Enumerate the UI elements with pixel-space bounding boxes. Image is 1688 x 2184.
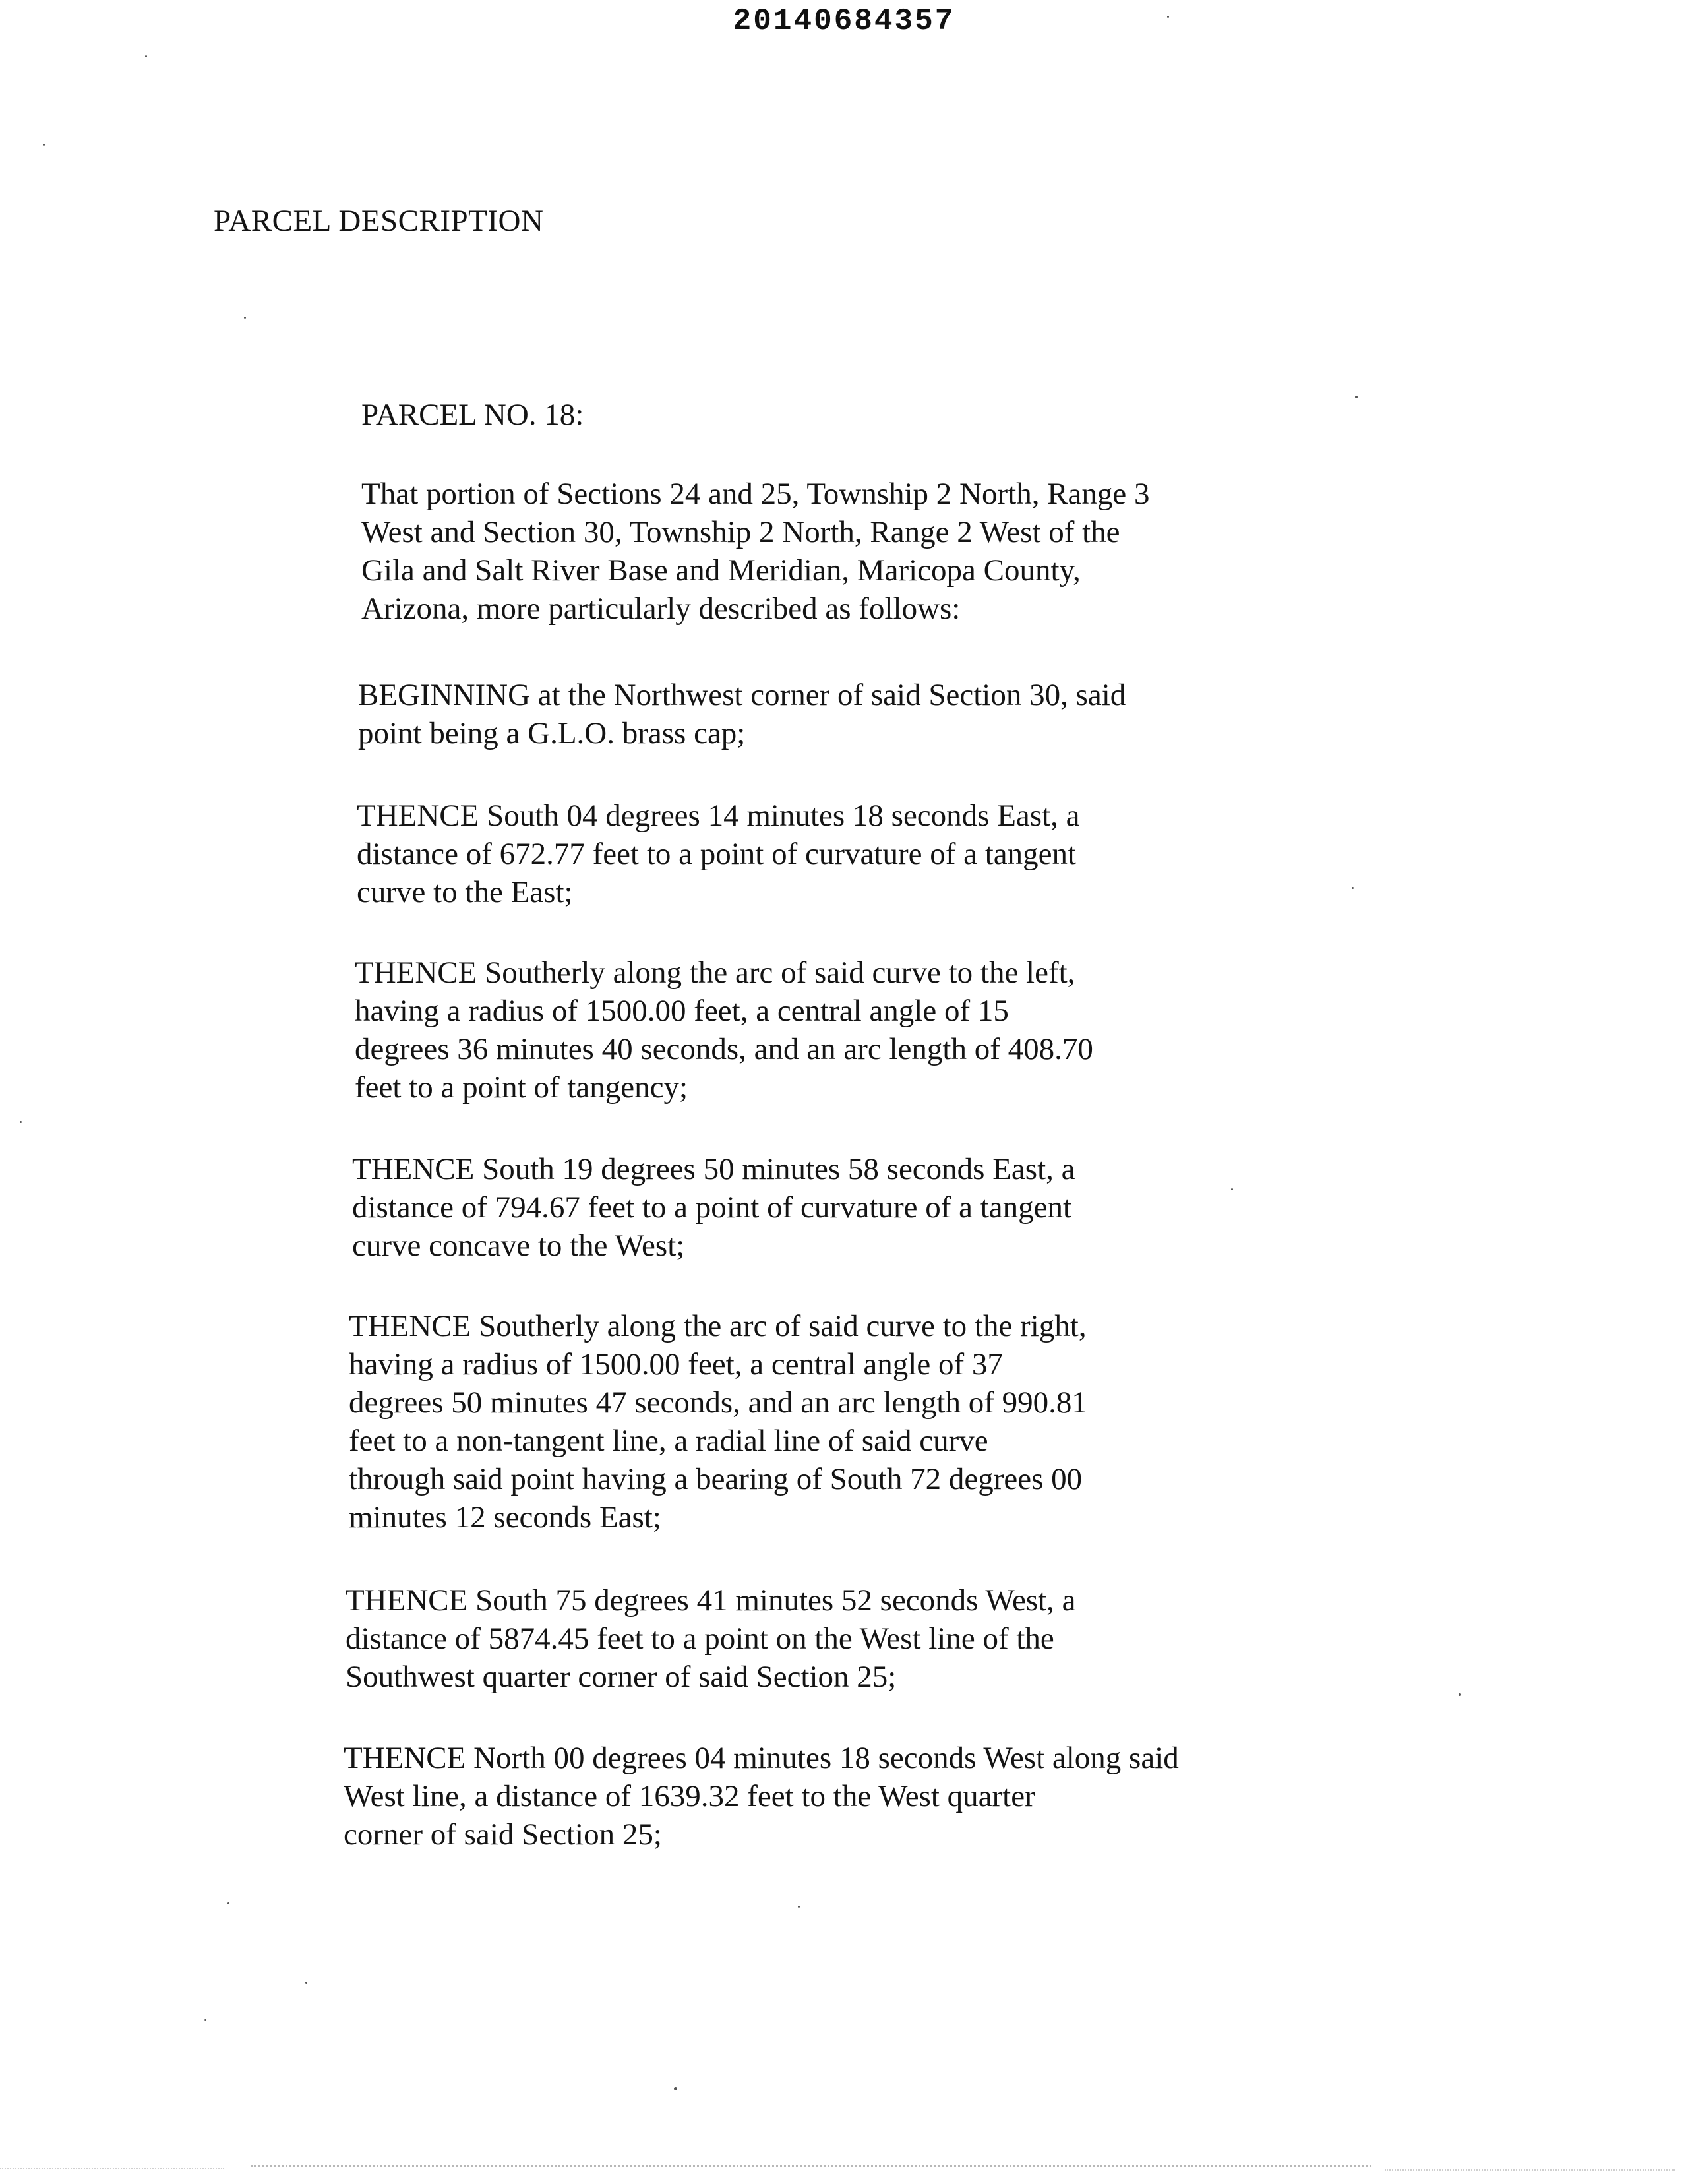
paragraph-course-1 <box>357 797 1080 911</box>
page-heading: PARCEL DESCRIPTION <box>214 204 544 238</box>
paragraph-line: THENCE South 75 degrees 41 minutes 52 seconds West, a <box>346 1583 1076 1618</box>
scan-speck <box>43 144 45 146</box>
scan-speck <box>1459 1693 1461 1696</box>
parcel-number: PARCEL NO. 18: <box>361 398 584 432</box>
paragraph-line: Arizona, more particularly described as follows: <box>361 592 961 626</box>
paragraph-line: distance of 794.67 feet to a point of curvature of a tangent <box>352 1190 1072 1225</box>
paragraph-line: point being a G.L.O. brass cap; <box>358 716 746 750</box>
paragraph-line: curve to the East; <box>357 875 573 909</box>
paragraph-line: Southwest quarter corner of said Section 25; <box>346 1660 897 1694</box>
scan-speck <box>1167 16 1169 18</box>
paragraph-beginning <box>358 676 1126 752</box>
paragraph-course-6 <box>344 1739 1179 1854</box>
paragraph-line: having a radius of 1500.00 feet, a central angle of 37 <box>349 1347 1003 1381</box>
paragraph-line: West and Section 30, Township 2 North, Range 2 West of the <box>361 515 1120 549</box>
scan-speck <box>1352 887 1354 889</box>
scan-speck <box>674 2087 677 2090</box>
scan-speck <box>244 317 246 318</box>
scan-speck <box>227 1902 229 1904</box>
scan-speck <box>798 1906 800 1908</box>
paragraph-course-4 <box>349 1307 1087 1536</box>
scan-speck <box>20 1121 22 1123</box>
recording-number: 20140684357 <box>733 4 955 38</box>
paragraph-intro <box>361 475 1150 628</box>
scan-speck <box>1355 396 1358 398</box>
paragraph-line: BEGINNING at the Northwest corner of said Section 30, said <box>358 678 1126 712</box>
paragraph-line: THENCE Southerly along the arc of said curve to the left, <box>355 956 1075 990</box>
scan-speck <box>1231 1188 1233 1190</box>
paragraph-line: through said point having a bearing of South 72 degrees 00 <box>349 1462 1083 1496</box>
paragraph-line: THENCE South 19 degrees 50 minutes 58 seconds East, a <box>352 1152 1075 1186</box>
paragraph-line: degrees 36 minutes 40 seconds, and an arc length of 408.70 <box>355 1032 1093 1066</box>
scan-edge-artifact <box>251 2165 1372 2167</box>
paragraph-line: West line, a distance of 1639.32 feet to the West quarter <box>344 1779 1035 1813</box>
paragraph-line: feet to a non-tangent line, a radial line of said curve <box>349 1424 988 1458</box>
paragraph-line: distance of 672.77 feet to a point of curvature of a tangent <box>357 837 1077 871</box>
scan-edge-artifact <box>0 2168 224 2169</box>
paragraph-line: THENCE Southerly along the arc of said curve to the right, <box>349 1309 1087 1343</box>
scan-speck <box>204 2019 206 2021</box>
paragraph-line: distance of 5874.45 feet to a point on the West line of the <box>346 1622 1054 1656</box>
scan-edge-artifact <box>1385 2169 1675 2171</box>
paragraph-line: corner of said Section 25; <box>344 1817 662 1852</box>
paragraph-line: THENCE South 04 degrees 14 minutes 18 seconds East, a <box>357 799 1080 833</box>
paragraph-line: THENCE North 00 degrees 04 minutes 18 seconds West along said <box>344 1741 1179 1775</box>
paragraph-course-3 <box>352 1150 1075 1265</box>
paragraph-line: degrees 50 minutes 47 seconds, and an arc length of 990.81 <box>349 1385 1087 1420</box>
paragraph-course-2 <box>355 954 1093 1107</box>
scan-speck <box>305 1982 307 1984</box>
paragraph-course-5 <box>346 1581 1076 1696</box>
paragraph-line: That portion of Sections 24 and 25, Township 2 North, Range 3 <box>361 477 1150 511</box>
paragraph-line: minutes 12 seconds East; <box>349 1500 661 1534</box>
paragraph-line: Gila and Salt River Base and Meridian, Maricopa County, <box>361 553 1081 588</box>
paragraph-line: having a radius of 1500.00 feet, a central angle of 15 <box>355 994 1009 1028</box>
scan-speck <box>145 55 147 57</box>
paragraph-line: curve concave to the West; <box>352 1228 685 1263</box>
paragraph-line: feet to a point of tangency; <box>355 1070 688 1105</box>
